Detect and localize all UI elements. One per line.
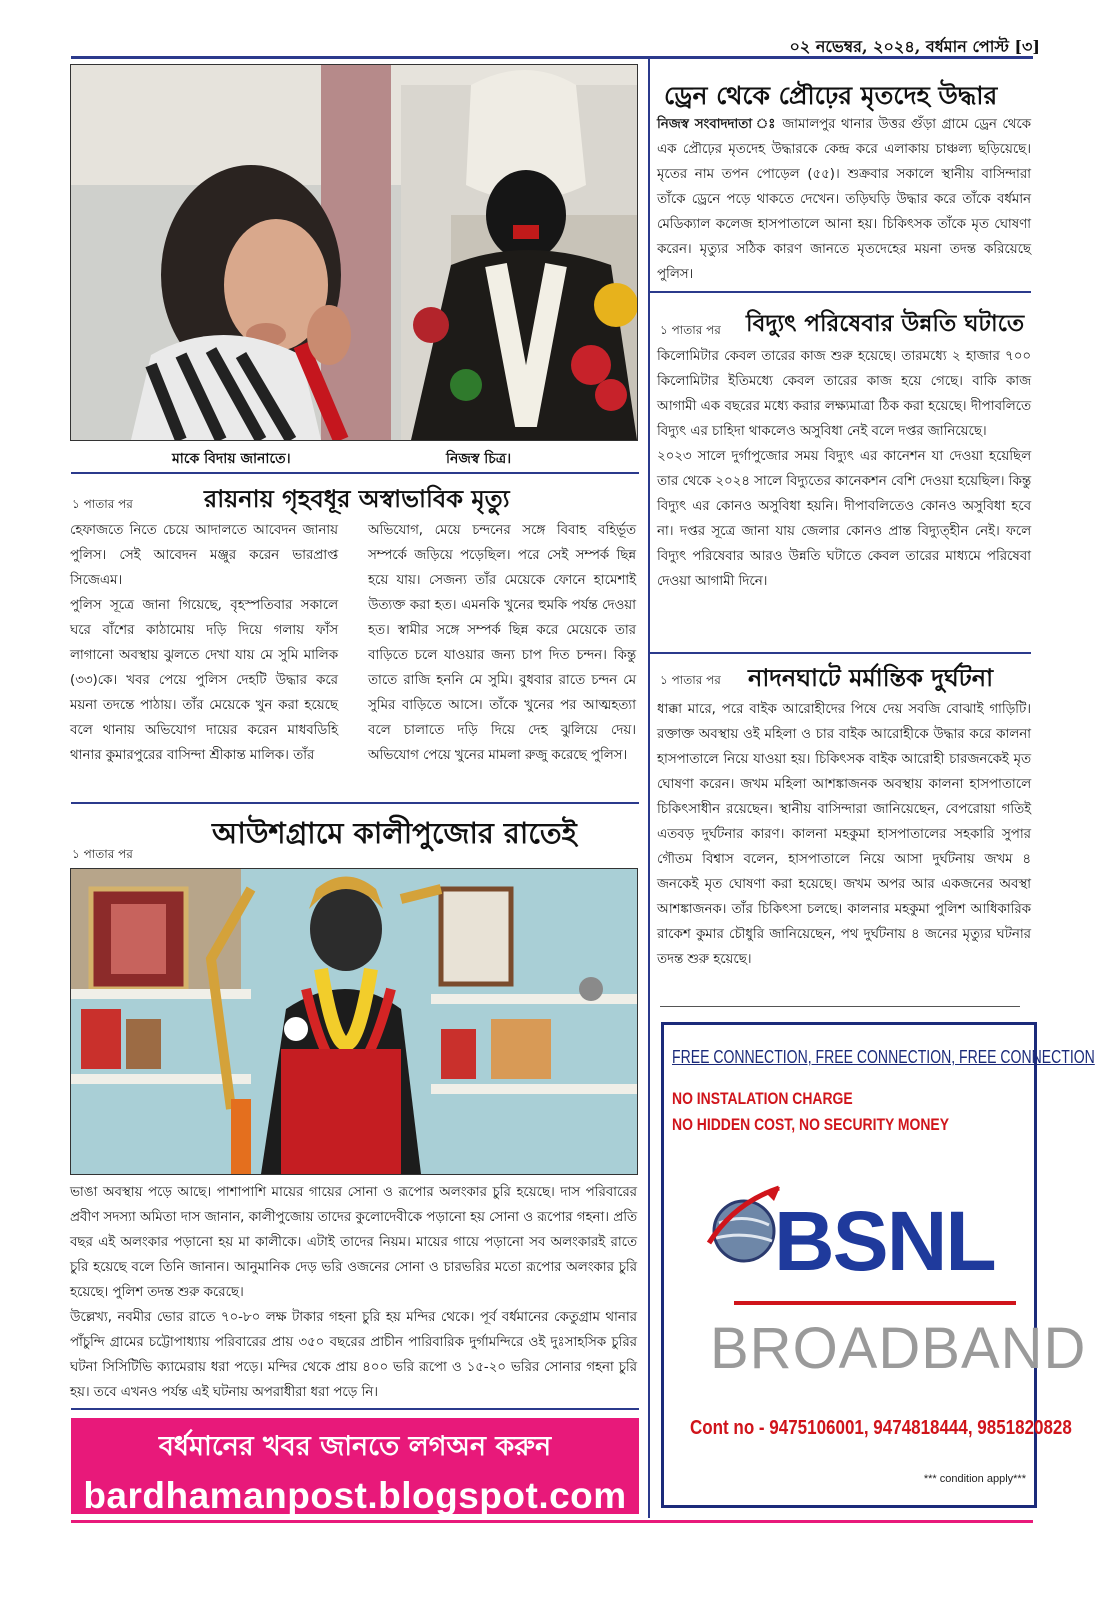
rainaa-col1-para1: হেফাজতে নিতে চেয়ে আদালতে আবেদন জানায় পুলিস। সেই আবেদন মঞ্জুর করেন ভারপ্রাপ্ত সিজেএম।	[70, 523, 338, 588]
drain-body	[657, 112, 1031, 287]
rainaa-headline: রায়নায় গৃহবধূর অস্বাভাবিক মৃত্যু	[204, 484, 510, 513]
nadanghat-headline: নাদনঘাটে মর্মান্তিক দুর্ঘটনা	[748, 663, 994, 692]
blog-promo-banner[interactable]	[71, 1418, 639, 1514]
rule-above-ad	[660, 1006, 1020, 1007]
photo-credit: নিজস্ব চিত্র।	[446, 451, 512, 467]
ad-brand-underline	[734, 1301, 1016, 1305]
rainaa-col2-para: অভিযোগ, মেয়ে চন্দনের সঙ্গে বিবাহ বহির্ভূত সম্পর্কে জড়িয়ে পড়েছিল। পরে সেই সম্পর্ক ছিন্ন হয়ে যায়। সেজন্য তাঁর মেয়েকে ফোনে হামেশাই উত্যক্ত করা হত। এমনকি খুনের হুমকি পর্যন্ত দেওয়া হত। স্বামীর সঙ্গে সম্পর্ক ছিন্ন করে মেয়েকে তার বাড়িতে চলে যাওয়ার জন্য চাপ দিত চন্দন। কিন্তু তাতে রাজি হননি মে সুমি। বুধবার রাতে চন্দন মে সুমির বাড়িতে আসে। তাঁকে খুনের পর আত্মহত্যা বলে চালাতে দড়ি দিয়ে দেহ ঝুলিয়ে দেয়। অভিযোগ পেয়ে খুনের মামলা রুজু করেছে পুলিস।	[368, 523, 636, 763]
continued-label: ১ পাতার পর	[72, 497, 133, 511]
rule-under-power	[650, 652, 1031, 654]
farewell-photo	[70, 64, 638, 441]
power-para1: কিলোমিটার কেবল তারের কাজ শুরু হয়েছে। তারমধ্যে ২ হাজার ৭০০ কিলোমিটার ইতিমধ্যে কেবল তারের কাজ হয়ে গেছে। বাকি কাজ আগামী এক বছরের মধ্যে করার লক্ষ্যমাত্রা ঠিক করা হয়েছে। দীপাবলিতে বিদ্যুৎ এর চাহিদা থাকলেও অসুবিধা নেই বলে দপ্তর জানিয়েছে।	[657, 349, 1031, 439]
photo-caption-left: মাকে বিদায় জানাতে।	[172, 451, 291, 467]
page-header: ০২ নভেম্বর, ২০২৪, বর্ধমান পোস্ট [৩]	[789, 37, 1040, 56]
rule-under-photo	[71, 472, 639, 474]
bsnl-globe-icon	[704, 1183, 784, 1273]
ad-brand: BSNL	[774, 1194, 995, 1288]
drain-byline: নিজস্ব সংবাদদাতা ঃ	[657, 117, 777, 132]
nadanghat-body	[657, 697, 1031, 972]
rainaa-col1-para2: পুলিস সূত্রে জানা গিয়েছে, বৃহস্পতিবার সকালে ঘরে বাঁশের কাঠামোয় দড়ি দিয়ে গলায় ফাঁস লাগানো অবস্থায় ঝুলতে দেখা যায় মে সুমি মালিক (৩৩)কে। খবর পেয়ে পুলিস দেহটি উদ্ধার করে ময়না তদন্তে পাঠায়। তাঁর মেয়েকে খুন করা হয়েছে বলে থানায় অভিযোগ দায়ের করেন মাধবডিহি থানার কুমারপুরের বাসিন্দা শ্রীকান্ত মালিক। তাঁর	[70, 598, 338, 763]
drain-headline: ড্রেন থেকে প্রৌঢ়ের মৃতদেহ উদ্ধার	[664, 81, 998, 110]
ad-contact-numbers: Cont no - 9475106001, 9474818444, 9851820828	[690, 1417, 1072, 1439]
power-para2: ২০২৩ সালে দুর্গাপুজোর সময় বিদ্যুৎ এর কানেশন যা দেওয়া হয়েছিল তার থেকে ২০২৪ সালে বিদ্যুতের কানেকশন বেশি দেওয়া হয়েছিল। কিন্তু বিদ্যুৎ এর কোনও অসুবিধা হয়নি। দীপাবলিতেও কোনও অসুবিধা হবে না। দপ্তর সূত্রে জানা যায় জেলার কোনও প্রান্ত বিদ্যুত্হীন নেই। ফলে বিদ্যুৎ পরিষেবার আরও উন্নতি ঘটাতে কেবল তারের মাধ্যমে পরিষেবা দেওয়া আগামী দিনে।	[657, 449, 1031, 589]
rule-under-drain	[650, 291, 1031, 293]
power-body	[657, 344, 1031, 594]
kali-idol-photo	[70, 868, 638, 1175]
ad-free-connection: FREE CONNECTION, FREE CONNECTION, FREE CONNECTION	[672, 1047, 1095, 1067]
ad-condition-note: *** condition apply***	[923, 1473, 1026, 1485]
ad-no-installation: NO INSTALATION CHARGE	[672, 1089, 853, 1108]
promo-tagline: বর্ধমানের খবর জানতে লগঅন করুন	[158, 1431, 552, 1462]
rainaa-col2	[368, 518, 636, 768]
continued-label: ১ পাতার পর	[660, 323, 721, 337]
aushgram-body	[70, 1180, 637, 1405]
aushgram-para1: ভাঙা অবস্থায় পড়ে আছে। পাশাপাশি মায়ের গায়ের সোনা ও রূপোর অলংকার চুরি হয়েছে। দাস পরিবারের প্রবীণ সদস্যা অমিতা দাস জানান, কালীপুজোয় তাদের কুলোদেবীকে পড়ানো হয় সোনা ও রূপোর গহনা। প্রতি বছর এই অলংকার পড়ানো হয় মা কালীকে। এটাই তাদের নিয়ম। মায়ের গায়ে পড়ানো সব অলংকারই রাতে চুরি হয়েছে বলে তিনি জানান। আনুমানিক দেড় ভরি ওজনের সোনা ও চারভরির মতো রূপোর অলংকার চুরি হয়েছে। পুলিশ তদন্ত শুরু করেছে।	[70, 1185, 637, 1300]
bsnl-broadband-ad[interactable]	[661, 1022, 1095, 1508]
continued-label: ১ পাতার পর	[72, 847, 133, 861]
rule-under-rainaa	[71, 802, 639, 804]
promo-url-link[interactable]: bardhamanpost.blogspot.com	[83, 1475, 627, 1516]
nadanghat-body-text: ধাক্কা মারে, পরে বাইক আরোহীদের পিষে দেয় সবজি বোঝাই গাড়িটি। রক্তাক্ত অবস্থায় ওই মহিলা ও চার বাইক আরোহীকে উদ্ধার করে কালনা হাসপাতালে নিয়ে যাওয়া হয়। চিকিৎসক বাইক আরোহী চারজনকেই মৃত ঘোষণা করেন। জখম মহিলা আশঙ্কাজনক অবস্থায় কালনা হাসপাতালে চিকিৎসাধীন রয়েছেন। স্থানীয় বাসিন্দারা জানিয়েছেন, বেপরোয়া গতিই এতবড় দুর্ঘটনার কারণ। কালনা মহকুমা হাসপাতালের সহকারি সুপার গৌতম বিশ্বাস বলেন, হাসপাতালে নিয়ে আসা দুর্ঘটনায় জখম ৪ জনকেই মৃত ঘোষণা করা হয়েছে। জখম অপর আর একজনের অবস্থা আশঙ্কাজনক। তাঁর চিকিৎসা চলছে। কালনার মহকুমা পুলিশ আধিকারিক রাকেশ কুমার চৌধুরি জানিয়েছেন, পথ দুর্ঘটনায় ৪ জনের মৃত্যুর ঘটনার তদন্ত শুরু হয়েছে।	[657, 702, 1031, 967]
rule-above-promo	[71, 1408, 639, 1410]
header-rule	[71, 56, 1033, 59]
footer-rule	[71, 1520, 1033, 1523]
ad-product: BROADBAND	[710, 1316, 1087, 1381]
drain-body-text: জামালপুর থানার উত্তর গুঁড়া গ্রামে ড্রেন থেকে এক প্রৌঢ়ের মৃতদেহ উদ্ধারকে কেন্দ্র করে এলাকায় চাঞ্চল্য ছড়িয়েছে। মৃতের নাম তপন পোড়েল (৫৫)। শুক্রবার সকালে স্থানীয় বাসিন্দারা তাঁকে ড্রেনে পড়ে থাকতে দেখেন। তড়িঘড়ি উদ্ধার করে তাঁকে বর্ধমান মেডিক্যাল কলেজ হাসপাতালে আনা হয়। চিকিৎসক তাঁকে মৃত ঘোষণা করেন। মৃত্যুর সঠিক কারণ জানতে মৃতদেহের ময়না তদন্ত করিয়েছে পুলিস।	[657, 117, 1031, 282]
continued-label: ১ পাতার পর	[660, 673, 721, 687]
power-headline: বিদ্যুৎ পরিষেবার উন্নতি ঘটাতে	[746, 310, 1025, 337]
column-divider	[648, 58, 650, 1518]
ad-no-hidden-cost: NO HIDDEN COST, NO SECURITY MONEY	[672, 1115, 950, 1134]
aushgram-para2: উল্লেখ্য, নবমীর ভোর রাতে ৭০-৮০ লক্ষ টাকার গহনা চুরি হয় মন্দির থেকে। পূর্ব বর্ধমানের কেতুগ্রাম থানার পাঁচুন্দি গ্রামের চট্টোপাধ্যায় পরিবারের প্রায় ৩৫০ বছরের প্রাচীন পারিবারিক দুর্গামন্দিরে ওই দুঃসাহসিক চুরির ঘটনা সিসিটিভি ক্যামেরায় ধরা পড়ে। মন্দির থেকে প্রায় ৪০০ ভরি রূপো ও ১৫-২০ ভরির সোনার গহনা চুরি হয়। তবে এখনও পর্যন্ত এই ঘটনায় অপরাধীরা ধরা পড়ে নি।	[70, 1310, 637, 1400]
aushgram-headline: আউশগ্রামে কালীপুজোর রাতেই	[212, 816, 577, 850]
rainaa-col1	[70, 518, 338, 768]
